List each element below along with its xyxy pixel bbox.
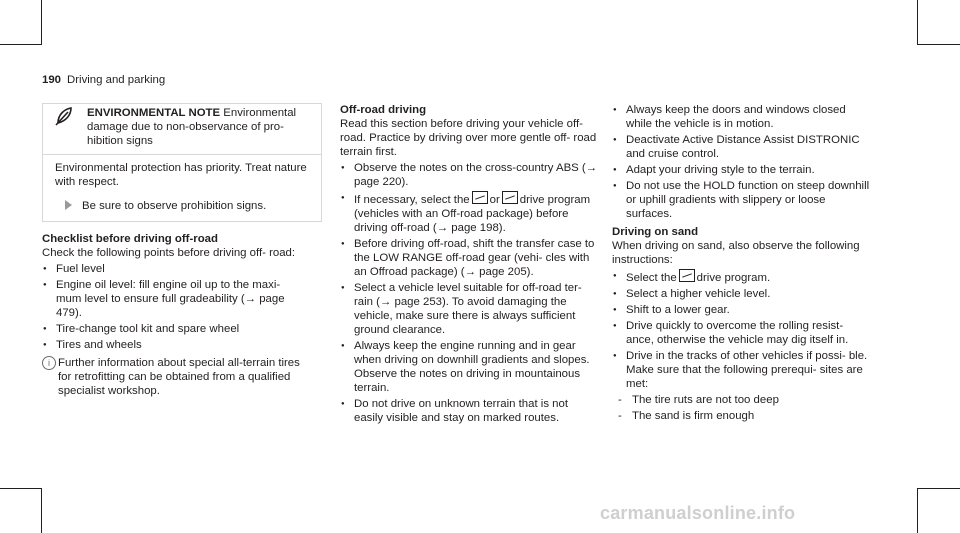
env-note-headline: Environmental damage due to non-observance of pro- hibition signs [87,107,297,147]
checklist-list [42,262,300,352]
general-list [612,103,870,221]
info-note-text: Further information about special all-terrain tires for retrofitting can be obtained from a qualified specialist workshop. [58,357,300,397]
list-item: ● If necessary, select the or drive program (vehicles with an Off-road package) before driving off-road (→ page 198). [340,191,598,235]
env-note-body: Environmental protection has priority. Treat nature with respect. [55,162,307,188]
list-item: ● Drive in the tracks of other vehicles if possi- ble. Make sure that the following prerequi- sites are met: [612,349,870,391]
instruction-arrow-icon [65,200,72,210]
list-item: ● Before driving off-road, shift the transfer case to the LOW RANGE off-road gear (vehi- cles with an Offroad package) (→ page 205). [340,237,598,279]
offroad-plus-drive-program-icon [502,191,518,204]
prerequisite-list [612,393,870,423]
list-item: ● Always keep the doors and windows closed while the vehicle is in motion. [612,103,870,131]
list-item: ● Always keep the engine running and in gear when driving on downhill gradients and slopes. Observe the notes on driving in mountainous terrain. [340,339,598,395]
section-title: Driving and parking [67,74,166,86]
crop-mark [41,0,42,45]
crop-mark [917,488,960,489]
crop-mark [41,488,42,533]
list-item: ● Fuel level [42,262,300,276]
list-item: ● Shift to a lower gear. [612,303,870,317]
info-icon: i [42,356,56,370]
environment-leaf-icon [53,106,75,126]
list-item: ● Drive quickly to overcome the rolling resist- ance, otherwise the vehicle may dig itself in. [612,319,870,347]
list-item: ● Do not drive on unknown terrain that is not easily visible and stay on marked routes. [340,397,598,425]
list-item: - The tire ruts are not too deep [616,393,870,407]
crop-mark [0,488,42,489]
crop-mark [917,488,918,533]
sand-heading: Driving on sand [612,226,699,238]
offroad-drive-program-icon [679,269,695,282]
watermark: carmanualsonline.info [600,503,796,523]
list-item: ● Do not use the HOLD function on steep downhill or uphill gradients with slippery or loose surfaces. [612,179,870,221]
env-note-instruction: Be sure to observe prohibition signs. [82,200,267,212]
list-item: ● Select a vehicle level suitable for off-road ter- rain (→ page 253). To avoid damaging the vehicle, make sure there is always sufficient ground clearance. [340,281,598,337]
sand-list [612,269,870,391]
crop-mark [917,44,960,45]
column-left [42,103,307,398]
checklist-intro: Check the following points before driving off- road: [42,247,296,259]
column-right [612,103,870,425]
list-item: ● Engine oil level: fill engine oil up to the maxi- mum level to ensure full gradeability (→ page 479). [42,278,300,320]
env-note-title: ENVIRONMENTAL NOTE [87,107,221,119]
list-item: ● Select the drive program. [612,269,870,285]
offroad-heading: Off-road driving [340,104,427,116]
list-item: ● Adapt your driving style to the terrain. [612,163,870,177]
offroad-intro: Read this section before driving your vehicle off- road. Practice by driving over more gentle off- road terrain first. [340,118,597,158]
column-middle [340,103,598,427]
crop-mark [917,0,918,45]
list-item: ● Observe the notes on the cross-country ABS (→ page 220). [340,161,598,189]
list-item: ● Tires and wheels [42,338,300,352]
page-header [42,73,362,87]
list-item: ● Deactivate Active Distance Assist DISTRONIC and cruise control. [612,133,870,161]
list-item: - The sand is firm enough [616,409,870,423]
environmental-note-box [42,103,322,222]
info-note [42,356,300,398]
sand-intro: When driving on sand, also observe the following instructions: [612,240,860,266]
page-number: 190 [42,74,62,86]
offroad-list [340,161,598,425]
offroad-drive-program-icon [472,191,488,204]
checklist-heading: Checklist before driving off-road [42,233,218,245]
list-item: ● Tire-change tool kit and spare wheel [42,322,300,336]
crop-mark [0,44,42,45]
list-item: ● Select a higher vehicle level. [612,287,870,301]
